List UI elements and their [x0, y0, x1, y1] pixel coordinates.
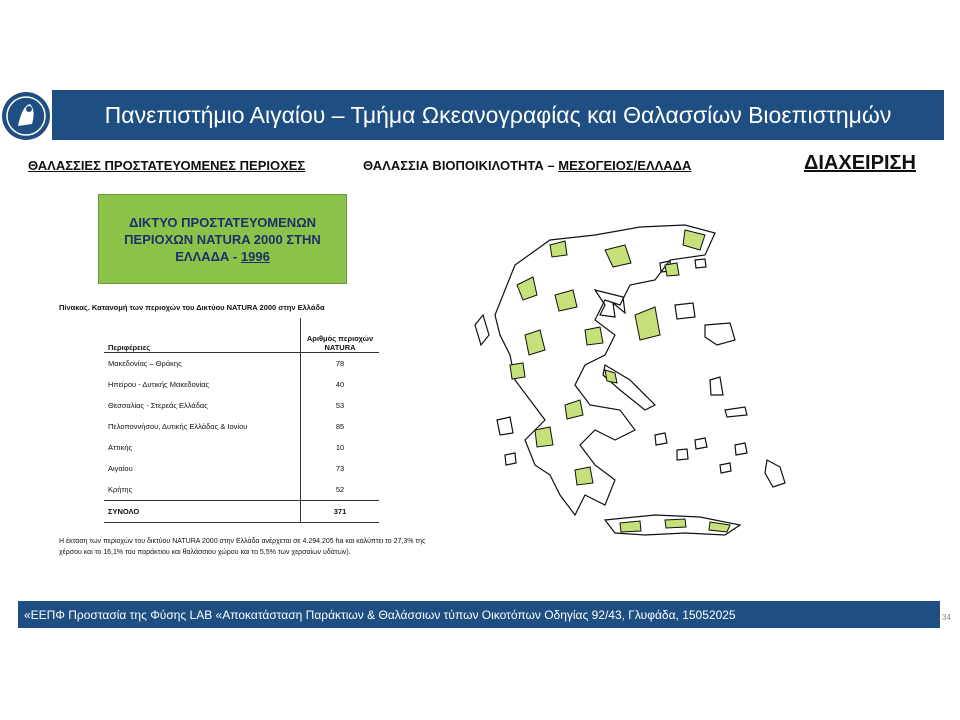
natura-site — [585, 327, 603, 345]
region-cell: Κρήτης — [108, 485, 133, 494]
natura-site — [565, 400, 583, 419]
region-cell: Μακεδονίας – Θράκης — [108, 359, 182, 368]
natura-site — [605, 245, 631, 267]
greece-natura-map — [455, 205, 795, 550]
rhodes-outline — [765, 460, 785, 487]
count-cell: 52 — [301, 479, 380, 501]
count-cell: 85 — [301, 416, 380, 437]
ionian-kefalonia — [497, 417, 513, 435]
natura-site — [605, 370, 617, 383]
table-total-row — [104, 501, 379, 523]
university-logo — [0, 88, 52, 144]
count-cell: 78 — [301, 353, 380, 375]
samothrace-outline — [695, 259, 706, 268]
column-header-count: Αριθμός περιοχών NATURA — [301, 318, 380, 353]
ionian-zakynthos — [505, 453, 516, 465]
region-cell: Θεσσαλίας - Στερεάς Ελλάδας — [108, 401, 208, 410]
page-title: Πανεπιστήμιο Αιγαίου – Τμήμα Ωκεανογραφίας και Θαλασσίων Βιοεπιστημών — [104, 101, 892, 128]
table-row — [104, 437, 379, 458]
region-cell: Αιγαίου — [108, 464, 133, 473]
region-cell: Πελοποννήσου, Δυτικής Ελλάδας & Ιονίου — [108, 422, 248, 431]
natura-site — [665, 263, 679, 276]
table-header-row — [104, 318, 379, 353]
natura-site — [517, 277, 537, 300]
footer-text: «ΕΕΠΦ Προστασία της Φύσης LAB «Αποκατάσταση Παράκτιων & Θαλάσσιων τύπων Οικοτόπων Οδηγίας 92/43, Γλυφάδα, 15052025 — [24, 607, 736, 622]
page-number: 34 — [942, 613, 951, 622]
heading-marine-protected-areas: ΘΑΛΑΣΣΙΕΣ ΠΡΟΣΤΑΤΕΥΟΜΕΝΕΣ ΠΕΡΙΟΧΕΣ — [28, 158, 306, 173]
cyclades-3 — [695, 438, 707, 449]
table-row — [104, 353, 379, 375]
cyclades-2 — [677, 449, 688, 460]
natura-site — [510, 363, 525, 379]
region-cell: Αττικής — [108, 443, 133, 452]
table-row — [104, 416, 379, 437]
total-label: ΣΥΝΟΛΟ — [104, 501, 301, 523]
count-cell: 73 — [301, 458, 380, 479]
natura-site — [535, 427, 553, 447]
cyclades-1 — [655, 433, 667, 445]
natura-network-box — [98, 194, 347, 284]
natura-site — [635, 307, 660, 340]
count-cell: 40 — [301, 374, 380, 395]
total-value: 371 — [301, 501, 380, 523]
natura-site — [683, 230, 705, 250]
dodecanese-2 — [720, 463, 731, 473]
count-cell: 53 — [301, 395, 380, 416]
natura-site — [550, 241, 567, 257]
limnos-outline — [675, 303, 695, 319]
footer-bar — [18, 601, 940, 628]
table-row — [104, 395, 379, 416]
region-cell: Ηπείρου - Δυτικής Μακεδονίας — [108, 380, 210, 389]
table-row — [104, 458, 379, 479]
natura-box-line2: ΠΕΡΙΟΧΩΝ NATURA 2000 ΣΤΗΝ — [124, 231, 321, 247]
section-headings — [0, 150, 960, 180]
natura-table — [104, 318, 379, 523]
natura-site — [709, 522, 730, 532]
natura-box-line1: ΔΙΚΤΥΟ ΠΡΟΣΤΑΤΕΥΟΜΕΝΩΝ — [128, 214, 317, 230]
title-bar — [52, 90, 944, 140]
dodecanese-1 — [735, 443, 747, 455]
natura-box-line3: ΕΛΛΑΔΑ - — [175, 248, 241, 264]
table-row — [104, 479, 379, 501]
samos-outline — [725, 407, 747, 417]
ionian-corfu — [475, 315, 489, 345]
natura-site — [555, 290, 577, 311]
table-caption: Πίνακας. Κατανομή των περιοχών του Δικτύου NATURA 2000 στην Ελλάδα — [59, 303, 325, 312]
chios-outline — [710, 377, 723, 395]
natura-site — [665, 519, 686, 528]
heading-marine-biodiversity-a: ΘΑΛΑΣΣΙΑ ΒΙΟΠΟΙΚΙΛΟΤΗΤΑ – — [363, 158, 559, 173]
natura-box-year: 1996 — [240, 248, 270, 264]
heading-marine-biodiversity-b: ΜΕΣΟΓΕΙΟΣ/ΕΛΛΑΔΑ — [558, 158, 692, 173]
natura-site — [525, 330, 545, 355]
heading-marine-biodiversity — [363, 158, 691, 173]
lesvos-outline — [705, 323, 735, 345]
count-cell: 10 — [301, 437, 380, 458]
table-row — [104, 374, 379, 395]
heading-management: ΔΙΑΧΕΙΡΙΣΗ — [804, 152, 916, 174]
natura-site — [620, 521, 641, 532]
natura-site — [575, 467, 593, 485]
natura-extent-note: Η έκταση των περιοχών του δικτύου NATURA 2000 στην Ελλάδα ανέρχεται σε 4.294.205 ha και καλύπτει το 27,3% της χέρσου και το 16,1% του παράκτιου και θαλάσσιου χώρου και το 5,5% των χερσαίων υδάτων). — [59, 538, 426, 556]
column-header-region: Περιφέρειες — [104, 318, 301, 353]
